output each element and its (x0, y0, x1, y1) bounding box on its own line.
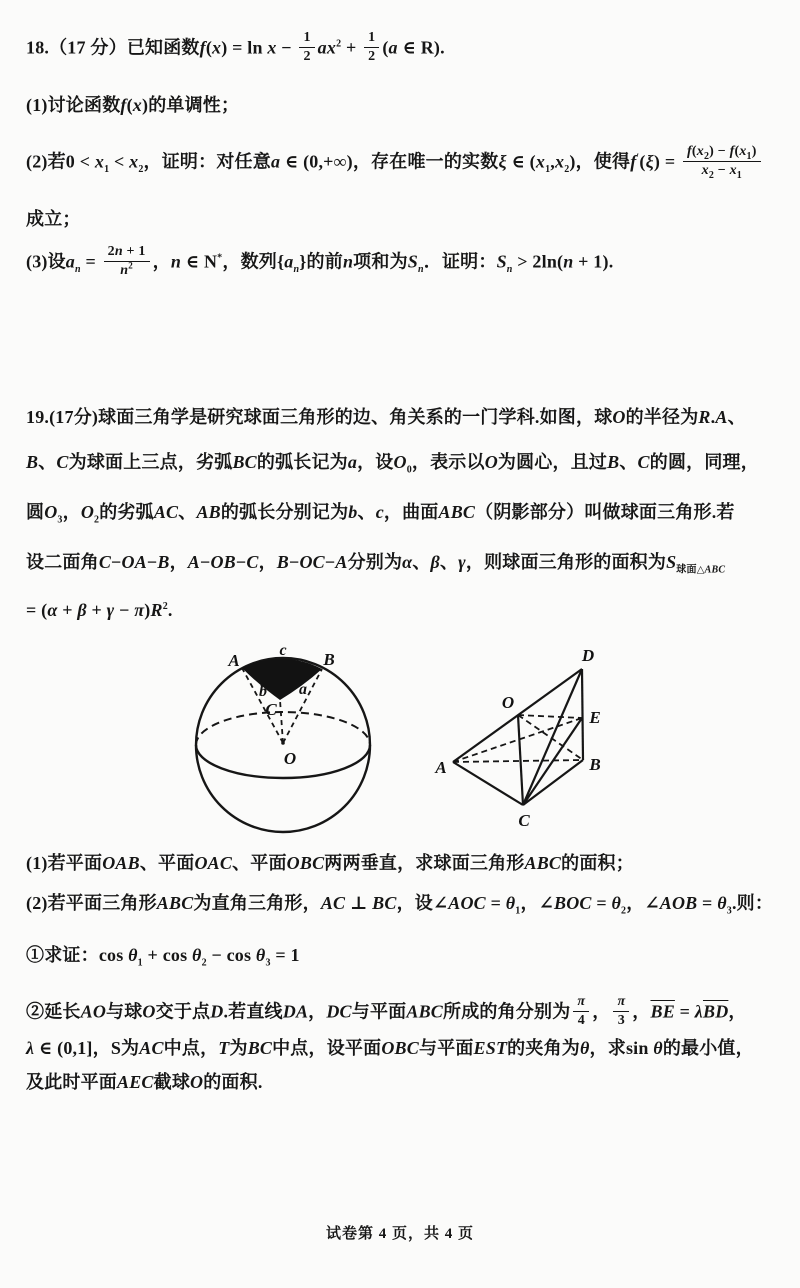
sphere-figure (190, 638, 390, 843)
p18-q2-cont: 成立； (26, 209, 81, 229)
p18-q3: (3)设$a_n$ = $\frac{2n + 1}{n^2}$ ，n ∈ N*，数列$\{a_n\}$的前n项和为$S_n$．证明：$S_n > 2\ln(n + 1)$. (26, 244, 614, 278)
p18-q2: (2)若$0 < x_1 < x_2$，证明：对任意a ∈ (0,+∞)，存在唯一的实数ξ ∈ $(x_1,x_2)$，使得f′(ξ) = $\frac{f(x_2) - f(x_1)}{x_2 - x_1}$ (26, 146, 764, 180)
p19-intro-line1: 19.(17分)球面三角学是研究球面三角形的边、角关系的一门学科.如图，球O的半径为R.A、 (26, 407, 746, 427)
p18-stem: 18.（17 分）已知函数f(x) = ln x − $\frac{1}{2}$ $ax^2$ + $\frac{1}{2}$ (a ∈ R). (26, 30, 445, 64)
tetra-label-C: C (518, 811, 530, 830)
sphere-label-A: A (228, 651, 240, 670)
tetra-label-A: A (435, 758, 447, 777)
tetra-label-D: D (581, 646, 595, 665)
tetrahedron-figure (430, 645, 620, 835)
tetra-label-E: E (589, 708, 601, 727)
sphere-label-O: O (283, 749, 297, 768)
sphere-label-B: B (323, 650, 335, 669)
radius-OC-dashed (280, 700, 283, 743)
sphere-label-b: b (259, 683, 267, 700)
p19-q2-part1: ①求证：$\cos \theta_1 + \cos \theta_2 - \cos \theta_3 = 1$ (26, 945, 300, 969)
p19-q2-part2: ②延长AO与球O交于点D.若直线DA，DC与平面ABC所成的角分别为 $\frac{\pi}{4}$ ， $\frac{\pi}{3}$ ，$\overline{BE} = \lambda\overline{BD}$， (26, 994, 747, 1028)
p19-area-formula: = $(\alpha + \beta + \gamma - \pi)R^2$. (26, 600, 173, 620)
center-O-dot (281, 741, 285, 745)
tetra-label-O: O (501, 693, 515, 712)
sphere-label-c: c (279, 642, 287, 659)
p19-intro-line4: 设二面角C−OA−B，A−OB−C，B−OC−A分别为α、β、γ，则球面三角形的面积为$S_{球面\triangle ABC}$ (26, 552, 726, 576)
tetra-solid-edges (453, 669, 583, 805)
p19-q1: (1)若平面OAB、平面OAC、平面OBC两两垂直，求球面三角形ABC的面积； (26, 853, 634, 873)
p19-q2-part2-cont1: λ ∈ (0,1]，S为AC中点，T为BC中点，设平面OBC与平面EST的夹角为θ，求sin θ的最小值， (26, 1038, 754, 1058)
sphere-label-C: C (265, 700, 277, 719)
spherical-triangle-shaded (242, 659, 322, 700)
p19-intro-line2: B、C为球面上三点，劣弧BC的弧长记为a，设$O_0$，表示以O为圆心，且过B、C的圆，同理， (26, 452, 759, 476)
tetra-label-B: B (589, 755, 601, 774)
p18-q1: (1)讨论函数f(x)的单调性； (26, 95, 240, 115)
p19-q2-part2-cont2: 及此时平面AEC截球O的面积. (26, 1072, 263, 1092)
page-footer: 试卷第 4 页，共 4 页 (325, 1226, 474, 1242)
p19-intro-line3: 圆$O_3$，$O_2$的劣弧AC、AB的弧长分别记为b、c，曲面ABC（阴影部分）叫做球面三角形.若 (26, 502, 735, 526)
p19-q2: (2)若平面三角形ABC为直角三角形，AC ⊥ BC，设∠AOC = $\theta_1$，∠BOC = $\theta_2$，∠AOB = $\theta_3$.则： (26, 893, 774, 917)
sphere-label-a: a (299, 681, 307, 698)
